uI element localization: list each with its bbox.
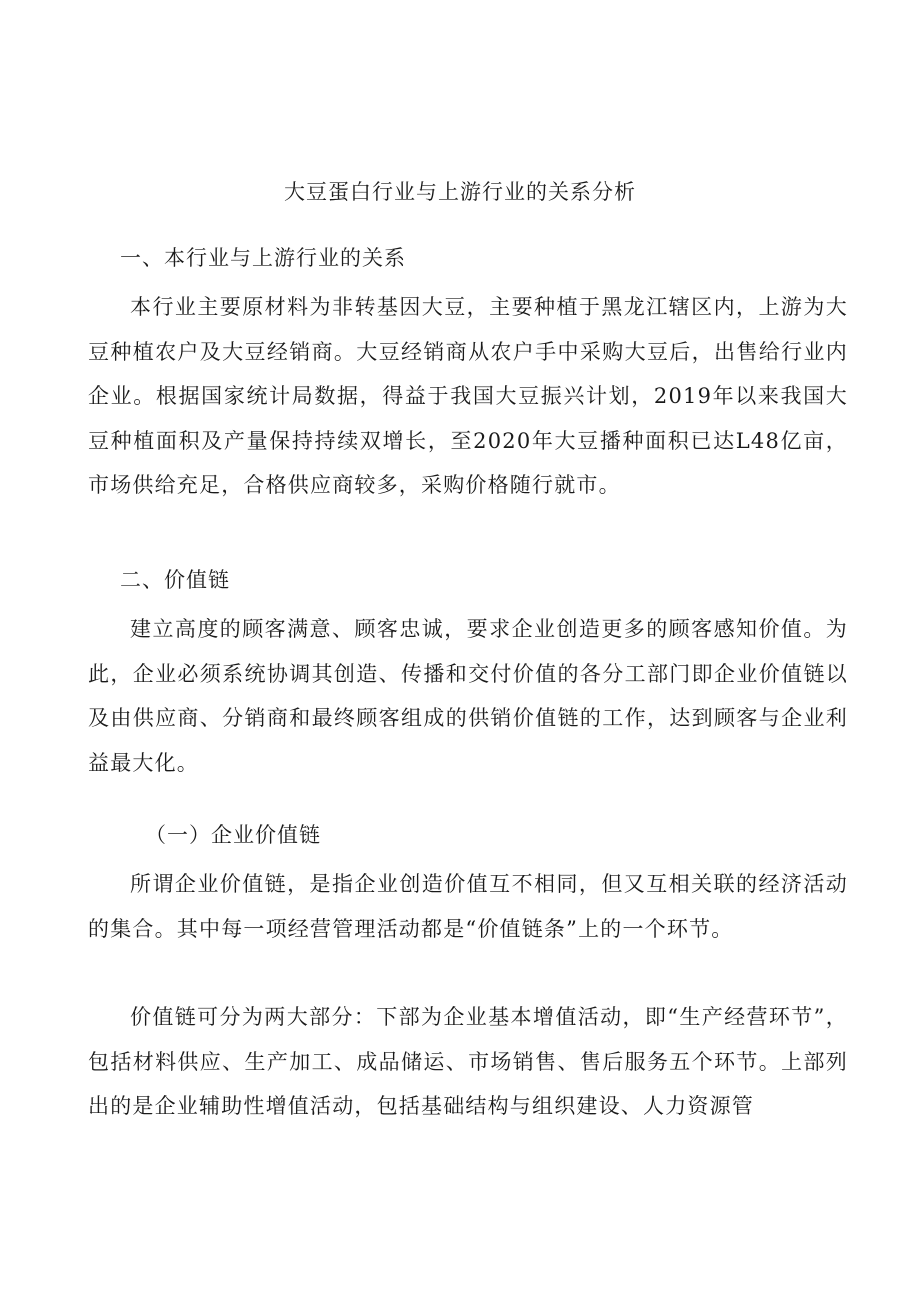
paragraph-value-chain-parts: 价值链可分为两大部分：下部为企业基本增值活动，即“生产经营环节”，包括材料供应、生产加工、成品储运、市场销售、售后服务五个环节。上部列出的是企业辅助性增值活动，包括基础结构与组织建设、人力资源管 [88,1005,848,1118]
document-title: 大豆蛋白行业与上游行业的关系分析 [284,180,636,204]
paragraph-enterprise-value-chain-definition: 所谓企业价值链，是指企业创造价值互不相同，但又互相关联的经济活动的集合。其中每一项经营管理活动都是“价值链条”上的一个环节。 [88,872,848,941]
section-heading-value-chain: 二、价值链 [120,568,230,592]
paragraph-value-chain: 建立高度的顾客满意、顾客忠诚，要求企业创造更多的顾客感知价值。为此，企业必须系统协调其创造、传播和交付价值的各分工部门即企业价值链以及由供应商、分销商和最终顾客组成的供销价值链的工作，达到顾客与企业利益最大化。 [88,617,848,775]
subsection-heading-enterprise-value-chain: （一）企业价值链 [145,823,321,847]
paragraph-upstream-relation: 本行业主要原材料为非转基因大豆，主要种植于黑龙江辖区内，上游为大豆种植农户及大豆经销商。大豆经销商从农户手中采购大豆后，出售给行业内企业。根据国家统计局数据，得益于我国大豆振兴计划，2019年以来我国大豆种植面积及产量保持持续双增长，至2020年大豆播种面积已达L48亿亩，市场供给充足，合格供应商较多，采购价格随行就市。 [88,295,848,497]
section-heading-upstream-relation: 一、本行业与上游行业的关系 [120,246,406,270]
